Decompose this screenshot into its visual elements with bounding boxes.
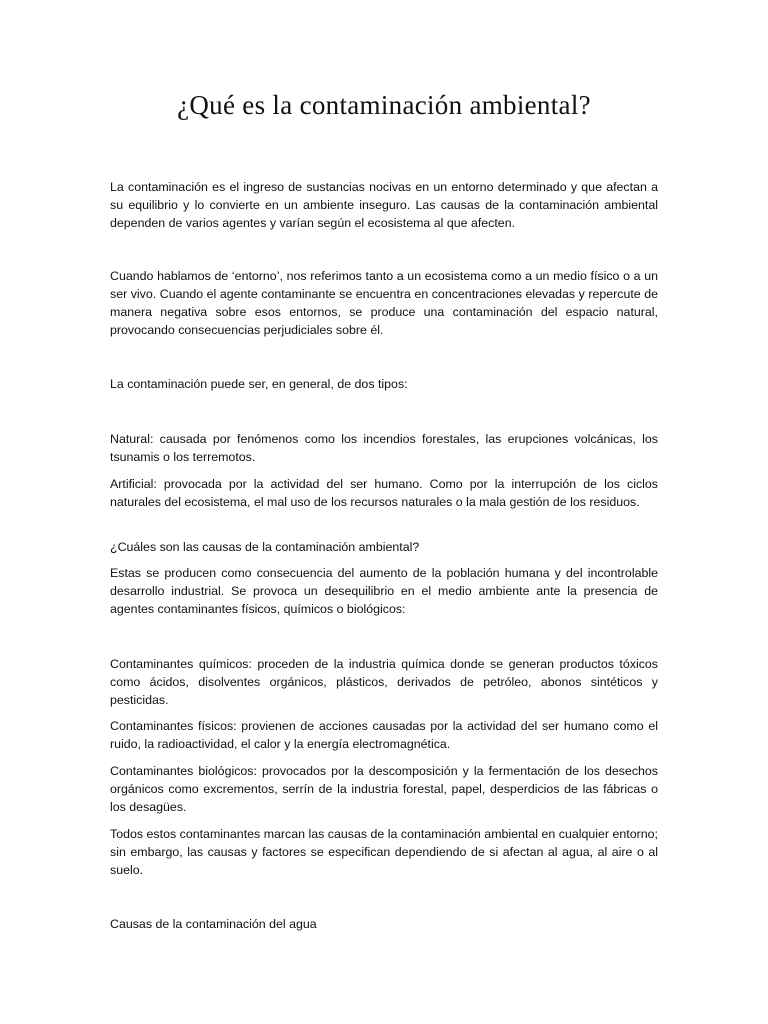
section-heading-agua: Causas de la contaminación del agua xyxy=(110,917,317,931)
paragraph-tipos-intro: La contaminación puede ser, en general, de dos tipos: xyxy=(110,377,408,391)
paragraph-biologicos: Contaminantes biológicos: provocados por la descomposición y la fermentación de los desechos orgánicos como excrementos, serrín de la industria forestal, papel, desperdicios de las fábricas o los desagües. xyxy=(110,764,658,814)
paragraph-natural: Natural: causada por fenómenos como los incendios forestales, las erupciones volcánicas, los tsunamis o los terremotos. xyxy=(110,432,658,464)
page-title: ¿Qué es la contaminación ambiental? xyxy=(177,90,591,120)
section-heading-causas: ¿Cuáles son las causas de la contaminación ambiental? xyxy=(110,540,420,554)
paragraph-artificial: Artificial: provocada por la actividad del ser humano. Como por la interrupción de los ciclos naturales del ecosistema, el mal uso de los recursos naturales o la mala gestión de los residuos. xyxy=(110,477,658,509)
paragraph-entorno: Cuando hablamos de ‘entorno’, nos referimos tanto a un ecosistema como a un medio físico o a un ser vivo. Cuando el agente contaminante se encuentra en concentraciones elevadas y repercute de manera negativa sobre esos entornos, se produce una contaminación del espacio natural, provocando consecuencias perjudiciales sobre él. xyxy=(110,269,658,337)
paragraph-definition: La contaminación es el ingreso de sustancias nocivas en un entorno determinado y que afectan a su equilibrio y lo convierte en un ambiente inseguro. Las causas de la contaminación ambiental dependen de varios agentes y varían según el ecosistema al que afecten. xyxy=(110,180,658,230)
paragraph-todos: Todos estos contaminantes marcan las causas de la contaminación ambiental en cualquier entorno; sin embargo, las causas y factores se especifican dependiendo de si afectan al agua, al aire o al suelo. xyxy=(110,827,658,877)
paragraph-fisicos: Contaminantes físicos: provienen de acciones causadas por la actividad del ser humano como el ruido, la radioactividad, el calor y la energía electromagnética. xyxy=(110,719,658,751)
paragraph-causas: Estas se producen como consecuencia del aumento de la población humana y del incontrolable desarrollo industrial. Se provoca un desequilibrio en el medio ambiente ante la presencia de agentes contaminantes físicos, químicos o biológicos: xyxy=(110,566,658,616)
paragraph-quimicos: Contaminantes químicos: proceden de la industria química donde se generan productos tóxicos como ácidos, disolventes orgánicos, plásticos, derivados de petróleo, abonos sintéticos y pesticidas. xyxy=(110,657,658,707)
